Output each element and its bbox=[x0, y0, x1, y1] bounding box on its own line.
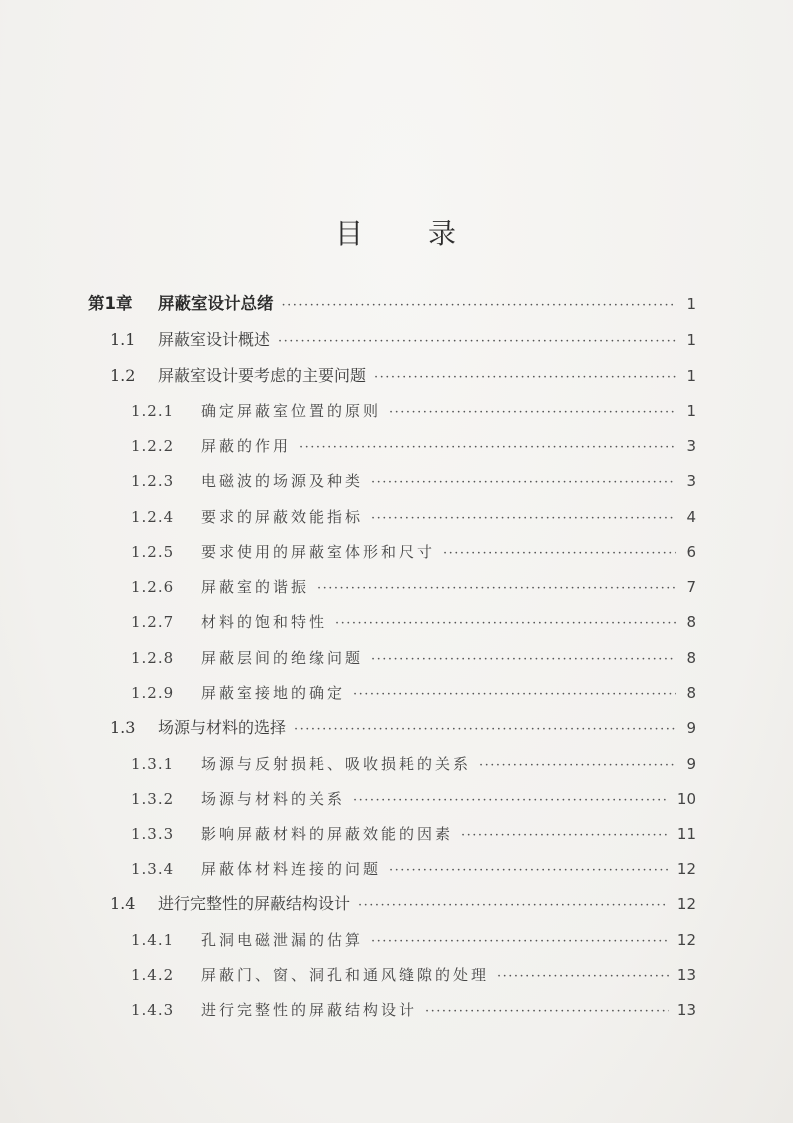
toc-page-number: 1 bbox=[686, 402, 696, 420]
toc-label: 屏蔽室设计要考虑的主要问题 bbox=[158, 366, 367, 385]
toc-entry-1-1 bbox=[110, 327, 696, 353]
toc-page-number: 1 bbox=[686, 367, 696, 385]
dot-leader bbox=[389, 858, 669, 884]
toc-entry-1-4 bbox=[110, 891, 696, 917]
toc-entry-1-3 bbox=[110, 715, 696, 741]
toc-entry-1-2-7 bbox=[131, 609, 696, 635]
toc-page-number: 7 bbox=[686, 578, 696, 596]
toc-label: 影响屏蔽材料的屏蔽效能的因素 bbox=[201, 825, 454, 843]
toc-entry-1-4-3 bbox=[131, 997, 696, 1023]
toc-label: 场源与材料的选择 bbox=[158, 718, 287, 737]
toc-label: 屏蔽的作用 bbox=[201, 437, 292, 455]
toc-number: 1.3.3 bbox=[131, 825, 175, 843]
dot-leader bbox=[371, 929, 669, 955]
toc-number: 1.4.2 bbox=[131, 966, 175, 984]
toc-entry-1-3-3 bbox=[131, 821, 696, 847]
toc-entry-1-2-2 bbox=[131, 433, 696, 459]
toc-page-number: 6 bbox=[686, 543, 696, 561]
toc-label: 进行完整性的屏蔽结构设计 bbox=[158, 894, 351, 913]
dot-leader bbox=[371, 506, 676, 532]
toc-page-number: 13 bbox=[676, 966, 696, 984]
dot-leader bbox=[443, 541, 676, 567]
toc-page-number: 8 bbox=[686, 613, 696, 631]
toc-number: 1.2.8 bbox=[131, 649, 175, 667]
toc-page-number: 3 bbox=[686, 437, 696, 455]
toc-label: 屏蔽体材料连接的问题 bbox=[201, 860, 382, 878]
toc-entry-1-4-1 bbox=[131, 927, 696, 953]
toc-number: 1.2.4 bbox=[131, 508, 175, 526]
toc-page-number: 8 bbox=[686, 649, 696, 667]
dot-leader bbox=[374, 365, 676, 391]
toc-number: 1.3 bbox=[110, 718, 136, 737]
toc-entry-1-2-3 bbox=[131, 468, 696, 494]
toc-entry-1-2-9 bbox=[131, 680, 696, 706]
toc-number: 第1章 bbox=[88, 294, 133, 313]
toc-label: 屏蔽层间的绝缘问题 bbox=[201, 649, 364, 667]
dot-leader bbox=[479, 753, 676, 779]
toc-number: 1.2.7 bbox=[131, 613, 175, 631]
toc-label: 确定屏蔽室位置的原则 bbox=[201, 402, 382, 420]
toc-page-number: 4 bbox=[686, 508, 696, 526]
toc-number: 1.3.2 bbox=[131, 790, 175, 808]
toc-page-number: 12 bbox=[676, 931, 696, 949]
toc-entry-1-2-1 bbox=[131, 398, 696, 424]
toc-label: 进行完整性的屏蔽结构设计 bbox=[201, 1001, 418, 1019]
toc-entry-1-2-4 bbox=[131, 504, 696, 530]
toc-label: 孔洞电磁泄漏的估算 bbox=[201, 931, 364, 949]
toc-label: 场源与材料的关系 bbox=[201, 790, 346, 808]
dot-leader bbox=[294, 717, 676, 743]
toc-number: 1.2.1 bbox=[131, 402, 175, 420]
toc-label: 屏蔽室设计总绪 bbox=[158, 294, 274, 313]
dot-leader bbox=[371, 470, 676, 496]
page-title: 目 录 bbox=[335, 217, 484, 250]
toc-number: 1.2.2 bbox=[131, 437, 175, 455]
toc-label: 屏蔽室的谐振 bbox=[201, 578, 310, 596]
toc-label: 要求的屏蔽效能指标 bbox=[201, 508, 364, 526]
dot-leader bbox=[497, 964, 669, 990]
toc-number: 1.2.5 bbox=[131, 543, 175, 561]
toc-label: 场源与反射损耗、吸收损耗的关系 bbox=[201, 755, 472, 773]
toc-entry-1-2-6 bbox=[131, 574, 696, 600]
dot-leader bbox=[371, 647, 676, 673]
toc-label: 屏蔽室设计概述 bbox=[158, 330, 271, 349]
toc-page-number: 12 bbox=[676, 895, 696, 913]
toc-number: 1.2.9 bbox=[131, 684, 175, 702]
toc-entry-1-4-2 bbox=[131, 962, 696, 988]
dot-leader bbox=[358, 893, 669, 919]
toc-number: 1.4.1 bbox=[131, 931, 175, 949]
toc-page-number: 1 bbox=[686, 295, 696, 313]
toc-number: 1.4 bbox=[110, 894, 136, 913]
toc-entry-1-3-1 bbox=[131, 751, 696, 777]
toc-page-number: 9 bbox=[686, 719, 696, 737]
toc-number: 1.2.3 bbox=[131, 472, 175, 490]
toc-entry-1-2-5 bbox=[131, 539, 696, 565]
toc-label: 要求使用的屏蔽室体形和尺寸 bbox=[201, 543, 436, 561]
toc-entry-1-3-4 bbox=[131, 856, 696, 882]
toc-entry-chapter-1 bbox=[88, 291, 696, 317]
toc-page-number: 12 bbox=[676, 860, 696, 878]
dot-leader bbox=[278, 329, 676, 355]
toc-number: 1.2.6 bbox=[131, 578, 175, 596]
dot-leader bbox=[282, 293, 677, 319]
dot-leader bbox=[353, 682, 676, 708]
dot-leader bbox=[299, 435, 676, 461]
toc-page-number: 10 bbox=[676, 790, 696, 808]
toc-number: 1.1 bbox=[110, 330, 136, 349]
toc-entry-1-3-2 bbox=[131, 786, 696, 812]
toc-page-number: 8 bbox=[686, 684, 696, 702]
toc-label: 材料的饱和特性 bbox=[201, 613, 328, 631]
toc-entry-1-2-8 bbox=[131, 645, 696, 671]
toc-label: 电磁波的场源及种类 bbox=[201, 472, 364, 490]
toc-label: 屏蔽门、窗、洞孔和通风缝隙的处理 bbox=[201, 966, 490, 984]
toc-page-number: 1 bbox=[686, 331, 696, 349]
toc-number: 1.3.1 bbox=[131, 755, 175, 773]
toc-page-number: 3 bbox=[686, 472, 696, 490]
dot-leader bbox=[425, 999, 669, 1025]
toc-page-number: 9 bbox=[686, 755, 696, 773]
toc-number: 1.4.3 bbox=[131, 1001, 175, 1019]
dot-leader bbox=[461, 823, 669, 849]
toc-page-number: 11 bbox=[676, 825, 696, 843]
toc-page-number: 13 bbox=[676, 1001, 696, 1019]
toc-number: 1.2 bbox=[110, 366, 136, 385]
toc-number: 1.3.4 bbox=[131, 860, 175, 878]
toc-entry-1-2 bbox=[110, 363, 696, 389]
dot-leader bbox=[317, 576, 676, 602]
toc-label: 屏蔽室接地的确定 bbox=[201, 684, 346, 702]
dot-leader bbox=[389, 400, 676, 426]
dot-leader bbox=[353, 788, 669, 814]
dot-leader bbox=[335, 611, 676, 637]
